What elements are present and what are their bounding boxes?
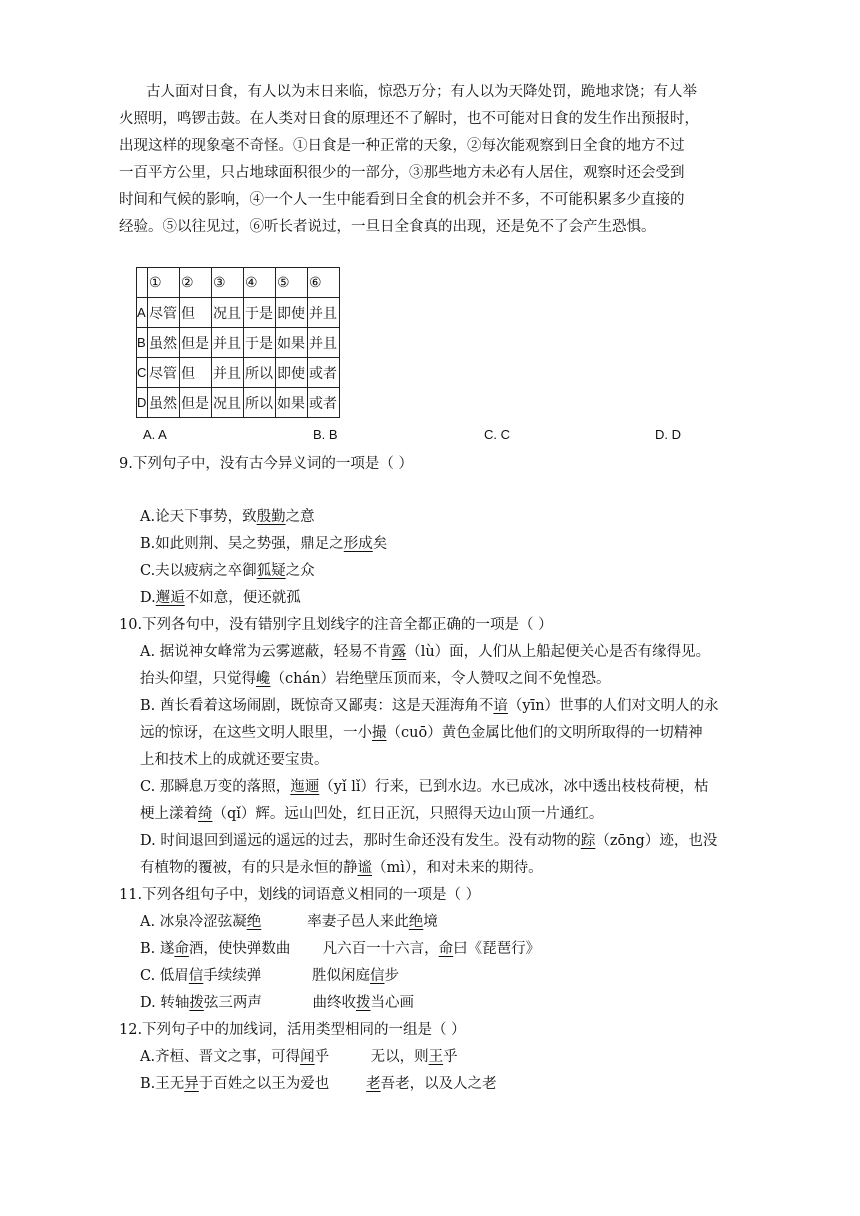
q9-option-c[interactable]: C.夫以疲病之卒御狐疑之众 <box>140 563 315 579</box>
table-cell: 况且 <box>212 298 244 328</box>
q9-option-a[interactable]: A.论天下事势，致殷勤之意 <box>140 509 315 525</box>
table-cell: ⑥ <box>308 268 340 298</box>
table-row <box>137 388 340 418</box>
q9-stem: 9.下列句子中，没有古今异义词的一项是（ ） <box>119 456 413 472</box>
table-row <box>137 358 340 388</box>
q12-option-a[interactable]: A.齐桓、晋文之事，可得闻乎 无以，则王乎 <box>140 1049 458 1065</box>
q10-option-d-cont: 有植物的覆被，有的只是永恒的静谧（mì），和对未来的期待。 <box>140 860 543 876</box>
passage-line-5: 时间和气候的影响，④一个人一生中能看到日全食的机会并不多，不可能积累多少直接的 <box>119 192 685 208</box>
table-cell: 但 <box>180 358 212 388</box>
table-cell: ② <box>180 268 212 298</box>
table-cell: ③ <box>212 268 244 298</box>
table-cell: ⑤ <box>276 268 308 298</box>
q10-option-c-cont: 梗上漾着绮（qǐ）辉。远山凹处，红日正沉，只照得天边山顶一片通红。 <box>140 806 604 822</box>
q10-option-b-cont2: 上和技术上的成就还要宝贵。 <box>140 752 329 768</box>
table-cell: 并且 <box>212 358 244 388</box>
table-cell: 尽管 <box>148 358 180 388</box>
answer-option-a[interactable]: A. A <box>143 427 167 442</box>
answer-option-c[interactable]: C. C <box>484 427 510 442</box>
q12-option-b[interactable]: B.王无异于百姓之以王为爱也 老吾老，以及人之老 <box>140 1076 497 1092</box>
q11-option-b[interactable]: B. 遂命酒，使快弹数曲 凡六百一十六言，命曰《琵琶行》 <box>140 941 541 957</box>
passage-line-4: 一百平方公里，只占地球面积很少的一部分，③那些地方未必有人居住，观察时还会受到 <box>119 165 685 181</box>
table-cell: 或者 <box>308 388 340 418</box>
q10-stem: 10.下列各句中，没有错别字且划线字的注音全都正确的一项是（ ） <box>119 617 553 633</box>
table-cell: 况且 <box>212 388 244 418</box>
answer-option-b[interactable]: B. B <box>313 427 338 442</box>
q11-option-c[interactable]: C. 低眉信手续续弹 胜似闲庭信步 <box>140 968 399 984</box>
table-cell: 即使 <box>276 358 308 388</box>
table-cell: 并且 <box>308 328 340 358</box>
q10-option-d[interactable]: D. 时间退回到遥远的遥远的过去，那时生命还没有发生。没有动物的踪（zōng）迹，也没 <box>140 833 718 849</box>
table-cell: 并且 <box>212 328 244 358</box>
table-cell: 于是 <box>244 328 276 358</box>
table-row <box>137 298 340 328</box>
table-cell: 如果 <box>276 388 308 418</box>
q10-option-c[interactable]: C. 那瞬息万变的落照，迤逦（yǐ lǐ）行来，已到水边。水已成冰，冰中透出枝枝荷梗，枯 <box>140 779 709 795</box>
table-cell: ④ <box>244 268 276 298</box>
table-cell: 并且 <box>308 298 340 328</box>
table-cell: 虽然 <box>148 328 180 358</box>
table-cell: A <box>137 298 148 328</box>
table-cell: 但是 <box>180 388 212 418</box>
passage-line-2: 火照明，鸣锣击鼓。在人类对日食的原理还不了解时，也不可能对日食的发生作出预报时， <box>119 111 699 127</box>
table-cell: 虽然 <box>148 388 180 418</box>
passage-line-3: 出现这样的现象毫不奇怪。①日食是一种正常的天象，②每次能观察到日全食的地方不过 <box>119 138 685 154</box>
table-cell: 如果 <box>276 328 308 358</box>
answer-option-d[interactable]: D. D <box>655 427 681 442</box>
q10-option-a[interactable]: A. 据说神女峰常为云雾遮蔽，轻易不肯露（lù）面，人们从上船起便关心是否有缘得见。 <box>140 644 711 660</box>
q10-option-b-cont: 远的惊讶，在这些文明人眼里，一小撮（cuō）黄色金属比他们的文明所取得的一切精神 <box>140 725 703 741</box>
table-cell: 所以 <box>244 358 276 388</box>
table-cell: 尽管 <box>148 298 180 328</box>
passage-line-1: 古人面对日食，有人以为末日来临，惊恐万分；有人以为天降处罚，跪地求饶；有人举 <box>146 84 697 100</box>
table-cell: 于是 <box>244 298 276 328</box>
q11-stem: 11.下列各组句子中，划线的词语意义相同的一项是（ ） <box>119 887 481 903</box>
table-cell: 或者 <box>308 358 340 388</box>
table-cell: C <box>137 358 148 388</box>
q11-option-d[interactable]: D. 转轴拨弦三两声 曲终收拨当心画 <box>140 995 415 1011</box>
table-cell <box>137 268 148 298</box>
table-cell: 所以 <box>244 388 276 418</box>
table-cell: ① <box>148 268 180 298</box>
table-cell: D <box>137 388 148 418</box>
table-header-row <box>137 268 340 298</box>
table-cell: 但 <box>180 298 212 328</box>
table-row <box>137 328 340 358</box>
q9-option-b[interactable]: B.如此则荆、吴之势强，鼎足之形成矣 <box>140 536 388 552</box>
q12-stem: 12.下列句子中的加线词，活用类型相同的一组是（ ） <box>119 1022 466 1038</box>
q10-option-a-cont: 抬头仰望，只觉得巉（chán）岩绝壁压顶而来，令人赞叹之间不免惶恐。 <box>140 671 611 687</box>
passage-line-6: 经验。⑤以往见过，⑥听长者说过，一旦日全食真的出现，还是免不了会产生恐惧。 <box>119 219 656 235</box>
q9-option-d[interactable]: D.邂逅不如意，便还就孤 <box>140 590 301 606</box>
table-cell: 即使 <box>276 298 308 328</box>
table-cell: 但是 <box>180 328 212 358</box>
options-table <box>136 267 340 418</box>
table-cell: B <box>137 328 148 358</box>
q10-option-b[interactable]: B. 酋长看着这场闹剧，既惊奇又鄙夷：这是天涯海角不谙（yīn）世事的人们对文明人的永 <box>140 698 719 714</box>
q11-option-a[interactable]: A. 冰泉冷涩弦凝绝 率妻子邑人来此绝境 <box>140 914 438 930</box>
